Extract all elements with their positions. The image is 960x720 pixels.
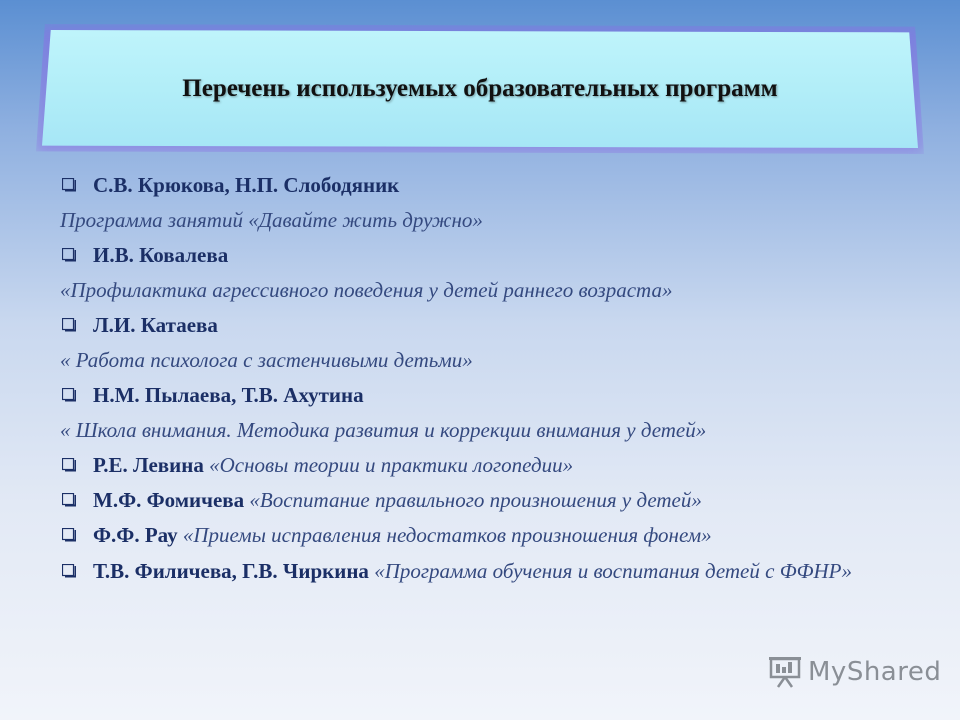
slide-title: Перечень используемых образовательных программ — [182, 75, 778, 102]
item-work: « Школа внимания. Методика развития и коррекции внимания у детей» — [60, 418, 707, 442]
item-author: Н.М. Пылаева, Т.В. Ахутина — [93, 383, 364, 407]
projector-screen-icon — [768, 656, 802, 688]
list-item — [60, 483, 900, 518]
item-author: Р.Е. Левина — [93, 453, 204, 477]
item-work: Программа занятий «Давайте жить дружно» — [60, 208, 483, 232]
item-author: Ф.Ф. Рау — [93, 523, 178, 547]
list-item — [60, 238, 900, 273]
item-author: Л.И. Катаева — [93, 313, 218, 337]
list-item-description — [60, 413, 900, 448]
item-author: И.В. Ковалева — [93, 243, 229, 267]
list-item — [60, 308, 900, 343]
checkbox-bullet-icon — [62, 564, 76, 578]
item-work: «Приемы исправления недостатков произношения фонем» — [182, 523, 712, 547]
item-work: «Основы теории и практики логопедии» — [209, 453, 574, 477]
list-item-description — [60, 343, 900, 378]
item-author: Т.В. Филичева, Г.В. Чиркина — [93, 559, 369, 583]
myshared-logo — [768, 654, 941, 690]
item-work: «Воспитание правильного произношения у детей» — [249, 488, 702, 512]
checkbox-bullet-icon — [62, 318, 76, 332]
logo-text: MyShared — [808, 657, 942, 687]
list-item — [60, 448, 900, 483]
item-author: М.Ф. Фомичева — [93, 488, 245, 512]
checkbox-bullet-icon — [62, 388, 76, 402]
checkbox-bullet-icon — [62, 178, 76, 192]
item-author: С.В. Крюкова, Н.П. Слободяник — [93, 173, 400, 197]
checkbox-bullet-icon — [62, 493, 76, 507]
list-item — [60, 378, 900, 413]
checkbox-bullet-icon — [62, 248, 76, 262]
list-item-description — [60, 203, 900, 238]
list-item — [60, 518, 900, 553]
checkbox-bullet-icon — [62, 458, 76, 472]
program-list — [60, 168, 900, 583]
checkbox-bullet-icon — [62, 528, 76, 542]
list-item-description — [60, 273, 900, 308]
item-work: «Профилактика агрессивного поведения у детей раннего возраста» — [60, 278, 673, 302]
item-work: « Работа психолога с застенчивыми детьми» — [60, 348, 473, 372]
item-work: «Программа обучения и воспитания детей с ФФНР» — [374, 559, 852, 583]
list-item — [60, 553, 900, 583]
list-item — [60, 168, 900, 203]
